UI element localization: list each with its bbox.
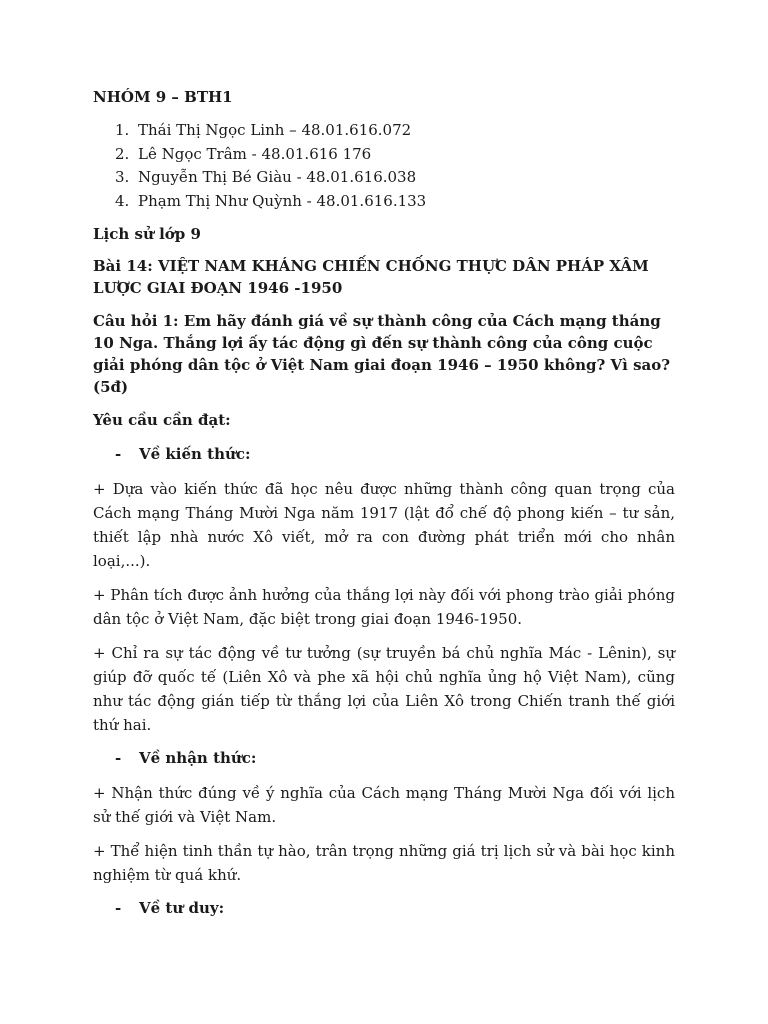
subject-heading: Lịch sử lớp 9 [93,225,201,243]
question-text: Câu hỏi 1: Em hãy đánh giá về sự thành công của Cách mạng tháng 10 Nga. Thắng lợi ấy tác động gì đến sự thành công của công cuộc giải phóng dân tộc ở Việt Nam giai đoạn 1946 – 1950 không? Vì sao? (5đ) [93,312,671,396]
lesson-title: Bài 14: VIỆT NAM KHÁNG CHIẾN CHỐNG THỰC DÂN PHÁP XÂM LƯỢC GIAI ĐOẠN 1946 -1950 [93,257,649,297]
thinking-heading: - Về tư duy: [93,897,675,919]
list-item: 4. Phạm Thị Như Quỳnh - 48.01.616.133 [93,190,675,214]
member-list [93,119,675,213]
group-title: NHÓM 9 – BTH1 [93,88,233,106]
list-item: 2. Lê Ngọc Trâm - 48.01.616 176 [93,143,675,167]
knowledge-paragraph: + Phân tích được ảnh hưởng của thắng lợi này đối với phong trào giải phóng dân tộc ở Việt Nam, đặc biệt trong giai đoạn 1946-1950. [93,586,675,628]
knowledge-paragraph: + Dựa vào kiến thức đã học nêu được những thành công quan trọng của Cách mạng Tháng Mười Nga năm 1917 (lật đổ chế độ phong kiến – tư sản, thiết lập nhà nước Xô viết, mở ra con đường phát triển mới cho nhân loại,...). [93,480,675,570]
list-item: 3. Nguyễn Thị Bé Giàu - 48.01.616.038 [93,166,675,190]
awareness-heading: - Về nhận thức: [93,747,675,769]
awareness-paragraph: + Thể hiện tinh thần tự hào, trân trọng những giá trị lịch sử và bài học kinh nghiệm từ quá khứ. [93,842,675,884]
awareness-paragraph: + Nhận thức đúng về ý nghĩa của Cách mạng Tháng Mười Nga đối với lịch sử thế giới và Việt Nam. [93,784,675,826]
requirements-heading: Yêu cầu cần đạt: [93,411,231,429]
knowledge-heading: - Về kiến thức: [93,443,675,465]
knowledge-paragraph: + Chỉ ra sự tác động về tư tưởng (sự truyền bá chủ nghĩa Mác - Lênin), sự giúp đỡ quốc tế (Liên Xô và phe xã hội chủ nghĩa ủng hộ Việt Nam), cũng như tác động gián tiếp từ thắng lợi của Liên Xô trong Chiến tranh thế giới thứ hai. [93,644,675,734]
document-page [93,86,675,931]
list-item: 1. Thái Thị Ngọc Linh – 48.01.616.072 [93,119,675,143]
